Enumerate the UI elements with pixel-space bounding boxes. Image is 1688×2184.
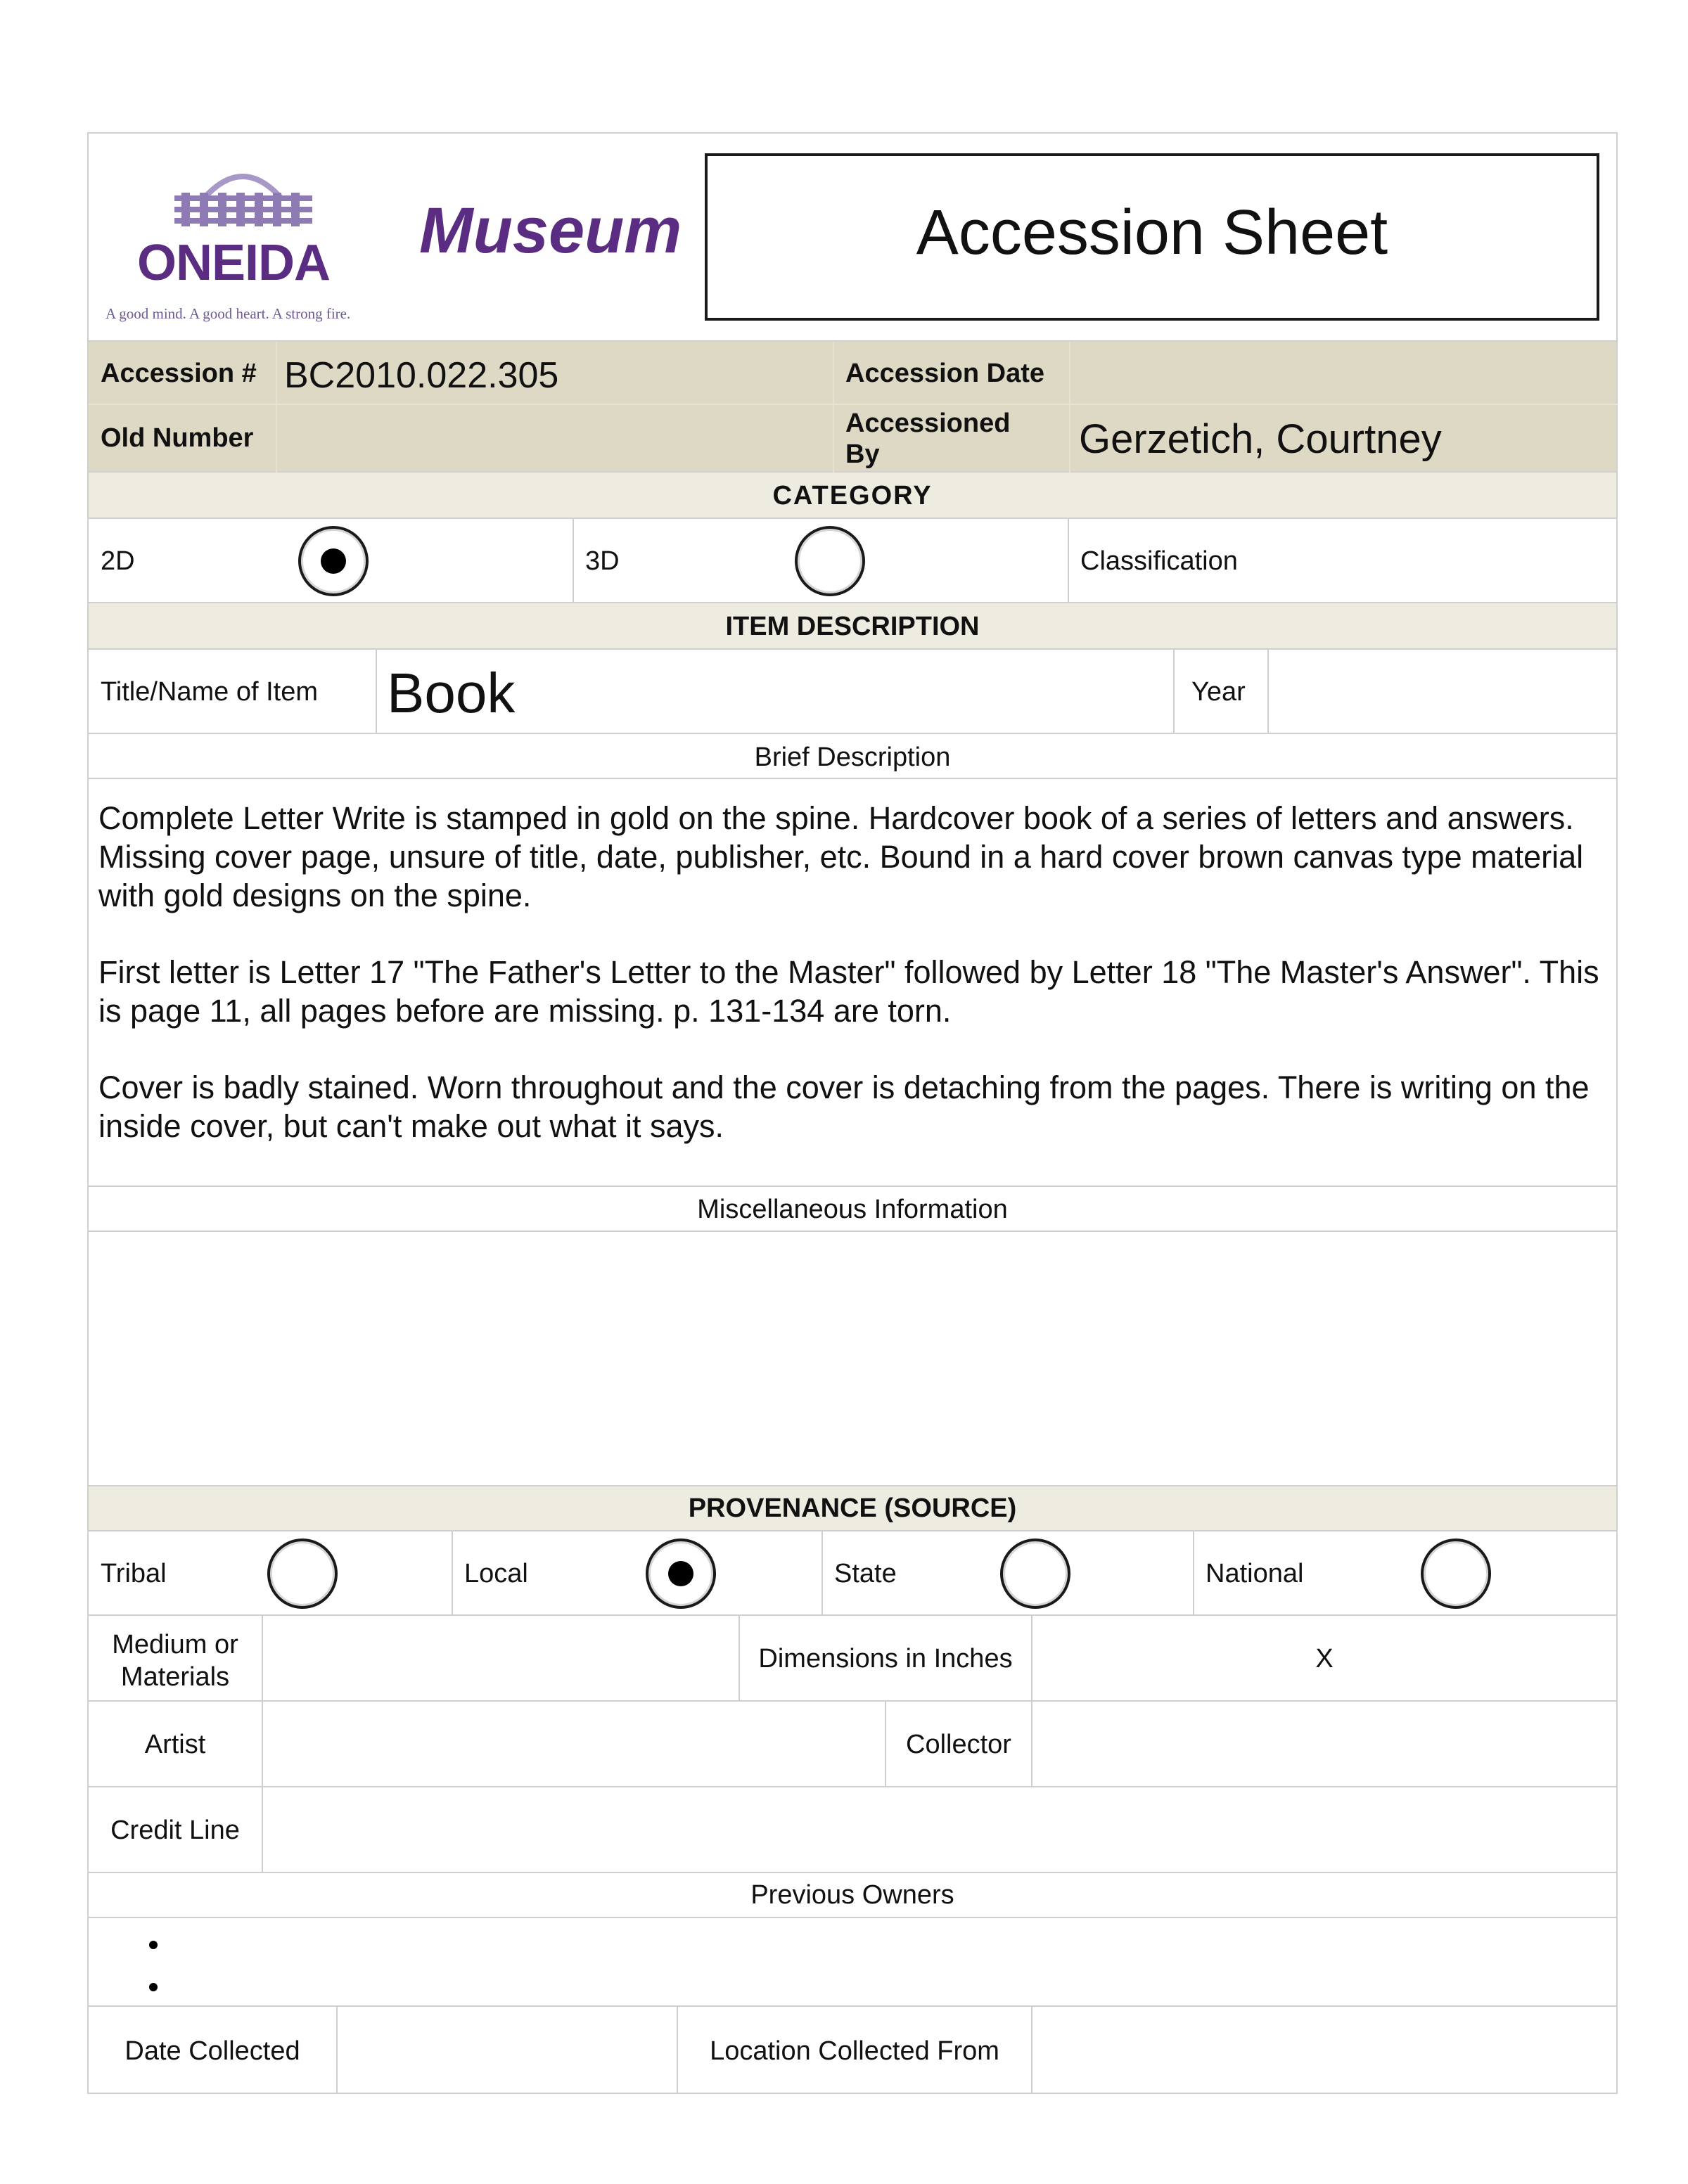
brief-description-paragraph: Cover is badly stained. Worn throughout and the cover is detaching from the pages. There is writing on the inside cover, but can't make out what it says. — [98, 1069, 1590, 1144]
dimensions-field[interactable]: X — [1315, 1644, 1334, 1674]
artist-label: Artist — [144, 1730, 206, 1759]
accessioned-by-field[interactable]: Gerzetich, Courtney — [1079, 416, 1442, 462]
radio-selected-dot — [668, 1561, 693, 1586]
museum-label: Museum — [419, 195, 682, 266]
radio-selected-dot — [321, 548, 346, 574]
accession-date-label: Accession Date — [845, 359, 1045, 388]
title-name-label: Title/Name of Item — [101, 677, 319, 707]
list-item[interactable] — [141, 1969, 1604, 2008]
misc-information-field[interactable] — [98, 1245, 1604, 1477]
tribal-radio[interactable] — [267, 1539, 338, 1609]
state-label: State — [834, 1559, 897, 1588]
logo-wordmark: ONEIDA — [137, 235, 331, 291]
bullet-icon — [149, 1983, 158, 1991]
accessioned-by-label — [845, 408, 1010, 470]
list-item[interactable] — [141, 1927, 1604, 1966]
bullet-icon — [149, 1941, 158, 1949]
local-label: Local — [464, 1559, 528, 1588]
previous-owners-list[interactable] — [141, 1927, 1604, 2005]
misc-information-label: Miscellaneous Information — [697, 1195, 1008, 1224]
category-heading: CATEGORY — [772, 481, 933, 510]
old-number-label: Old Number — [101, 423, 254, 453]
accession-number-label: Accession # — [101, 359, 257, 388]
year-label: Year — [1191, 677, 1246, 707]
dimensions-label: Dimensions in Inches — [758, 1644, 1013, 1674]
medium-label-line2: Materials — [120, 1662, 230, 1692]
collector-label: Collector — [906, 1730, 1011, 1759]
brief-description-paragraph: Complete Letter Write is stamped in gold on the spine. Hardcover book of a series of letters and answers. Missing cover page, unsure of title, date, publisher, etc. Bound in a hard cover brown canvas type material with gold designs on the spine. — [98, 800, 1584, 913]
tribal-label: Tribal — [101, 1559, 167, 1588]
logo-tagline: A good mind. A good heart. A strong fire. — [106, 305, 351, 322]
classification-label: Classification — [1080, 546, 1238, 576]
national-radio[interactable] — [1421, 1539, 1491, 1609]
provenance-heading: PROVENANCE (SOURCE) — [688, 1494, 1017, 1523]
state-radio[interactable] — [1000, 1539, 1070, 1609]
title-name-field[interactable]: Book — [387, 662, 516, 724]
accessioned-by-label-line1: Accessioned — [845, 409, 1011, 438]
page-title: Accession Sheet — [916, 198, 1388, 268]
accession-number-field[interactable]: BC2010.022.305 — [284, 355, 559, 396]
previous-owners-label: Previous Owners — [750, 1880, 954, 1910]
credit-line-label: Credit Line — [110, 1816, 240, 1845]
location-collected-label: Location Collected From — [710, 2036, 999, 2066]
brief-description-label: Brief Description — [754, 743, 951, 772]
national-label: National — [1206, 1559, 1304, 1588]
category-2d-label: 2D — [101, 546, 135, 576]
medium-materials-label — [89, 1629, 262, 1693]
brief-description-paragraph: First letter is Letter 17 "The Father's Letter to the Master" followed by Letter 18 "The Master's Answer". This is page 11, all pages before are missing. p. 131-134 are torn. — [98, 954, 1599, 1029]
category-2d-radio[interactable] — [298, 526, 369, 596]
category-3d-radio[interactable] — [795, 526, 865, 596]
category-3d-label: 3D — [585, 546, 620, 576]
accessioned-by-label-line2: By — [845, 439, 880, 469]
local-radio[interactable] — [646, 1539, 716, 1609]
brief-description-field[interactable] — [98, 799, 1604, 1178]
medium-label-line1: Medium or — [112, 1630, 238, 1659]
date-collected-label: Date Collected — [124, 2036, 300, 2066]
item-description-heading: ITEM DESCRIPTION — [725, 612, 980, 641]
